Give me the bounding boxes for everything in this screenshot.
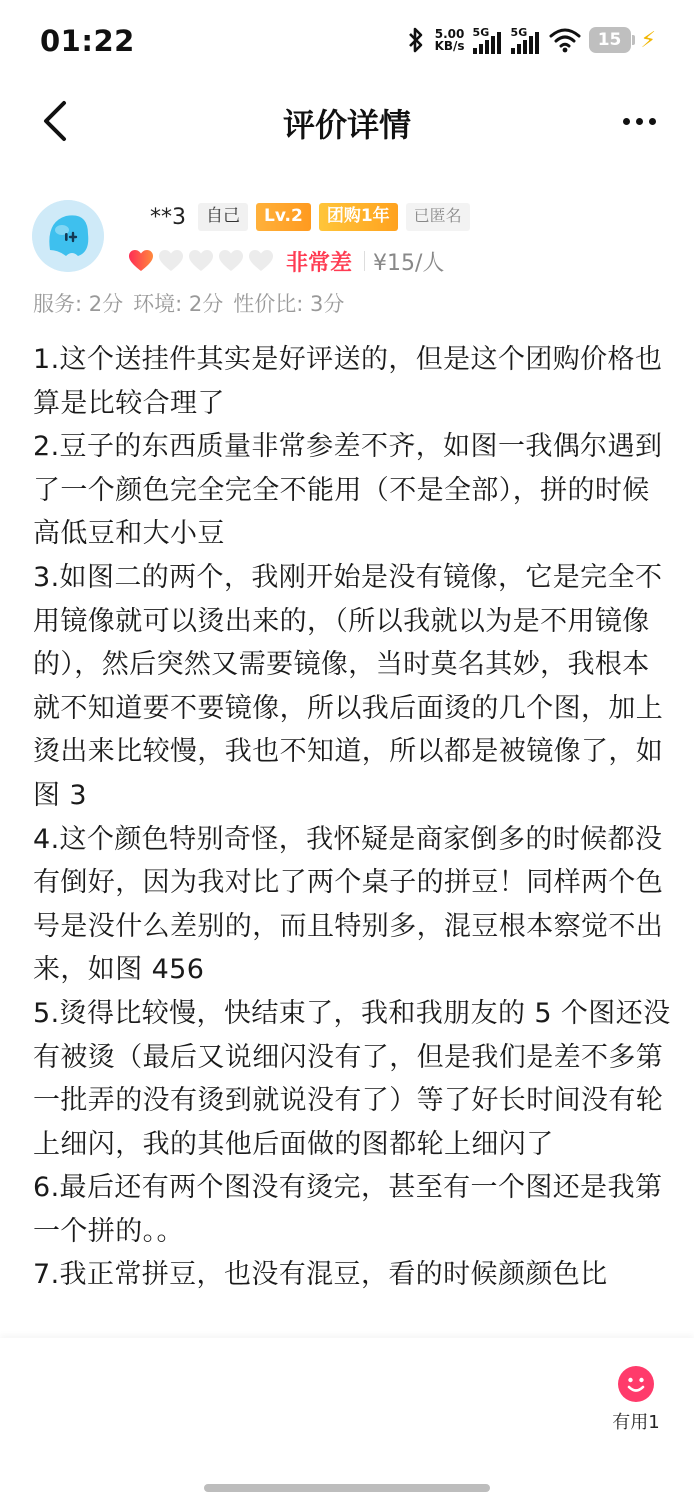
review-paragraph: 6.最后还有两个图没有烫完，甚至有一个图还是我第一个拼的。。 [33,1172,663,1247]
review-paragraph: 3.如图二的两个，我刚开始是没有镜像，它是完全不用镜像就可以烫出来的，（所以我就以为是不用镜像的），然后突然又需要镜像，当时莫名其妙，我根本就不知道要不要镜像，所以我后面烫的几个图，加上烫出来比较慢，我也不知道，所以都是被镜像了，如图 3 [33,561,664,811]
user-info [150,202,470,232]
page-title: 评价详情 [282,106,411,144]
price-per-person: ¥15/人 [373,250,445,276]
heart-empty-icon [248,248,274,274]
more-button[interactable] [614,96,664,146]
status-time: 01:22 [40,24,135,58]
wifi-icon [549,27,581,53]
value-score: 性价比: 3分 [233,292,345,316]
heart-empty-icon [218,248,244,274]
net-speed-unit: KB/s [434,39,465,53]
bottom-bar [0,1338,694,1506]
environment-score: 环境: 2分 [133,292,224,316]
heart-empty-icon [188,248,214,274]
review-paragraph: 7.我正常拼豆，也没有混豆，看的时候颜颜色比 [33,1259,608,1291]
service-score: 服务: 2分 [33,292,124,316]
avatar-mascot-icon [32,200,104,272]
avatar[interactable] [32,200,104,272]
user-name[interactable]: **3 [150,204,186,230]
review-text [33,338,673,1338]
nav-bar [0,86,694,156]
self-badge: 自己 [198,203,248,231]
charging-icon: ⚡ [640,27,656,53]
rating-row [128,246,444,276]
home-indicator[interactable] [204,1484,490,1492]
review-paragraph: 1.这个送挂件其实是好评送的，但是这个团购价格也算是比较合理了 [33,344,663,419]
signal-label: 5G [510,26,528,39]
review-paragraph: 5.烫得比较慢，快结束了，我和我朋友的 5 个图还没有被烫（最后又说细闪没有了，但是我们是差不多第一批弄的没有烫到就说没有了）等了好长时间没有轮上细闪，我的其他后面做的图都轮上细闪了 [33,997,671,1160]
bluetooth-icon [405,26,427,54]
battery-icon [589,27,631,53]
sub-scores [33,288,344,318]
group-buy-badge: 团购1年 [319,203,398,231]
level-badge: Lv.2 [256,203,311,231]
status-bar [0,0,694,86]
review-paragraph: 4.这个颜色特别奇怪，我怀疑是商家倒多的时候都没有倒好，因为我对比了两个桌子的拼豆！同样两个色号是没什么差别的，而且特别多，混豆根本察觉不出来，如图 456 [33,823,664,986]
anonymous-badge: 已匿名 [406,203,470,231]
divider [364,251,365,271]
heart-filled-icon [128,248,154,274]
more-icon [623,118,630,125]
heart-empty-icon [158,248,184,274]
net-speed-value: 5.00 [434,27,465,41]
rating-label: 非常差 [286,250,353,276]
battery-level: 15 [597,30,622,50]
signal-label: 5G [472,26,490,39]
useful-button[interactable] [608,1366,664,1434]
net-speed [435,28,465,52]
status-icons [405,26,656,54]
useful-label: 有用1 [612,1412,660,1433]
smile-icon [618,1366,654,1402]
signal-icon [511,26,541,54]
signal-icon [473,26,503,54]
review-paragraph: 2.豆子的东西质量非常参差不齐，如图一我偶尔遇到了一个颜色完全完全不能用（不是全部），拼的时候高低豆和大小豆 [33,431,663,550]
heart-rating [128,248,274,274]
